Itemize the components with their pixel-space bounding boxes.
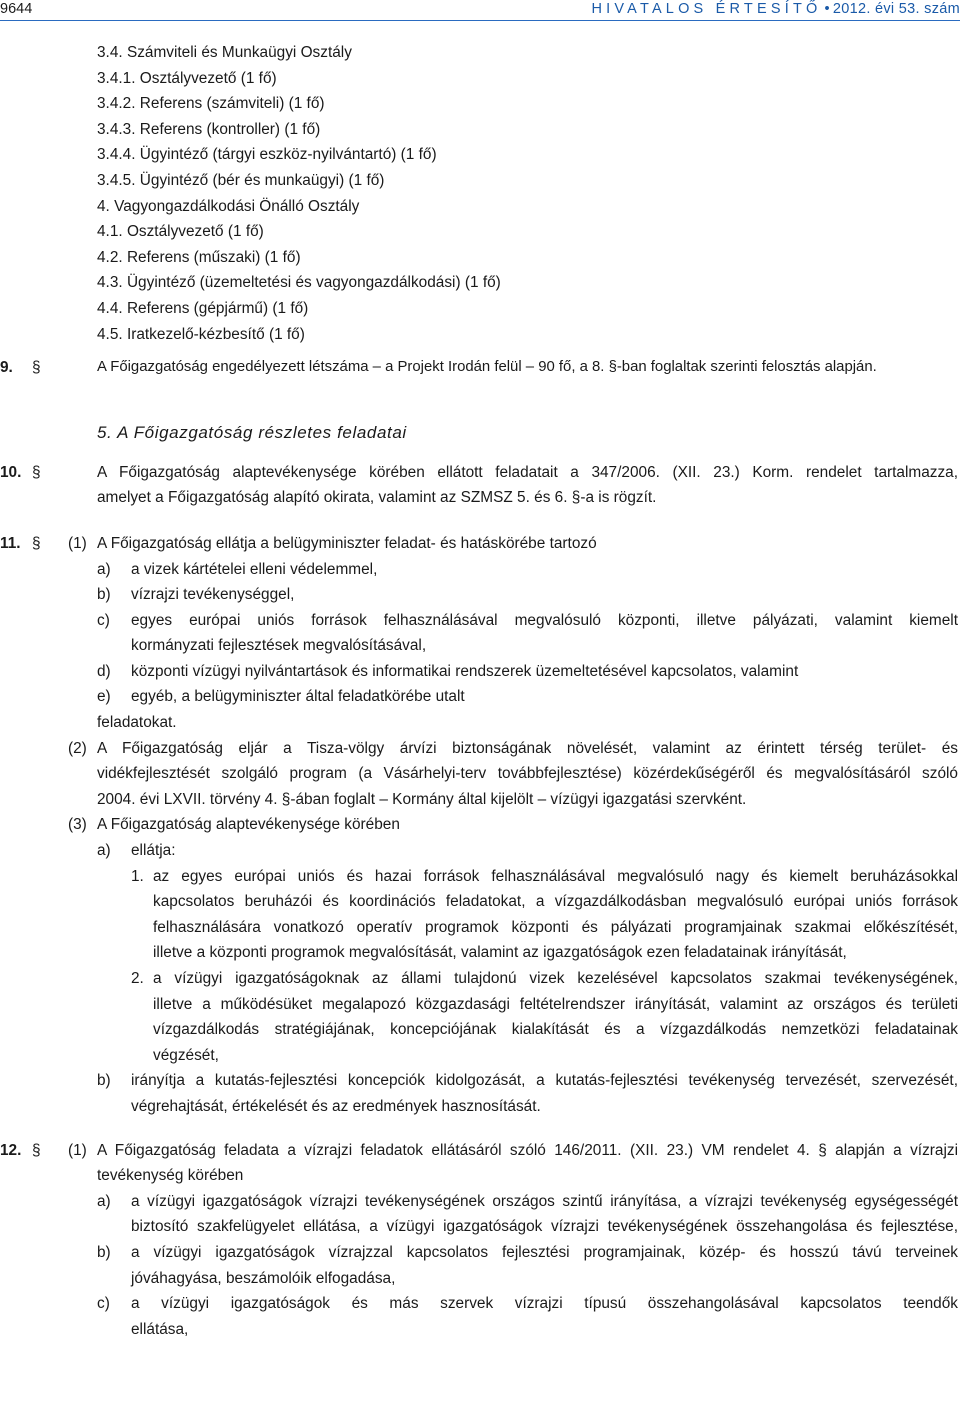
paragraph-text: A Főigazgatóság feladata a vízrajzi feladatok ellátásáról szóló 146/2011. (XII. 23.) VM rendelet 4. § alapján a vízrajzi bbox=[97, 1141, 958, 1159]
subsection-number: (3) bbox=[68, 816, 87, 834]
spacer bbox=[0, 511, 960, 531]
org-list-item: 4.1. Osztályvezető (1 fő) bbox=[97, 223, 264, 241]
spacer bbox=[0, 381, 960, 419]
page-header bbox=[0, 0, 960, 24]
paragraph-text: A Főigazgatóság eljár a Tisza-völgy árvízi biztonságának növelését, valamint az érintett térség terület- és bbox=[97, 739, 958, 757]
item-text: végrehajtását, értékelését és az eredmények hasznosítását. bbox=[131, 1097, 541, 1115]
paragraph-text: tevékenység körében bbox=[97, 1167, 244, 1185]
org-list-item: 3.4. Számviteli és Munkaügyi Osztály bbox=[97, 44, 352, 61]
org-list-item: 3.4.4. Ügyintéző (tárgyi eszköz-nyilvántartó) (1 fő) bbox=[97, 146, 437, 164]
org-list-item: 3.4.5. Ügyintéző (bér és munkaügyi) (1 fő) bbox=[97, 171, 385, 189]
item-text: illetve a működésüket megalapozó közgazdasági feltételrendszer irányítását, valamint az országos és területi bbox=[153, 995, 958, 1013]
item-text: a vízügyi igazgatóságok vízrajzzal kapcsolatos fejlesztési programjainak, közép- és hosszú távú terveinek bbox=[131, 1243, 958, 1261]
org-list-item: 3.4.2. Referens (számviteli) (1 fő) bbox=[97, 95, 325, 113]
item-text: a vízügyi igazgatóságok vízrajzi tevékenységének országos szintű irányítása, a vízrajzi tevékenység egységességét bbox=[131, 1192, 958, 1210]
paragraph-line bbox=[0, 761, 960, 787]
item-text: egyéb, a belügyminiszter által feladatkörébe utalt bbox=[131, 688, 465, 706]
paragraph-text: A Főigazgatóság alaptevékenysége körében ellátott feladatait a 347/2006. (XII. 23.) Korm. rendelet tartalmazza, bbox=[97, 463, 958, 481]
item-text: központi vízügyi nyilvántartások és informatikai rendszerek üzemeltetésével kapcsolatos, valamint bbox=[131, 662, 799, 680]
item-text: felhasználására vonatkozó operatív programok központi és pályázati programjainak szakmai előkészítését, bbox=[153, 918, 958, 936]
list-item bbox=[0, 582, 960, 608]
paragraph-number: 11. bbox=[0, 534, 21, 552]
list-item bbox=[0, 659, 960, 685]
subsection-number: (2) bbox=[68, 739, 87, 757]
item-text: ellátja: bbox=[131, 842, 176, 860]
header-rule bbox=[0, 20, 960, 21]
list-item bbox=[0, 1189, 960, 1215]
list-item-continued bbox=[0, 1266, 960, 1292]
item-text: a vízügyi igazgatóságoknak az állami tulajdonú vizek kezelésével kapcsolatos szakmai tevékenységének, bbox=[153, 970, 958, 987]
org-list-item: 4.2. Referens (műszaki) (1 fő) bbox=[97, 248, 301, 266]
list-item bbox=[0, 684, 960, 710]
spacer bbox=[0, 347, 960, 355]
item-number: 2. bbox=[131, 970, 144, 987]
paragraph-10-line-1 bbox=[0, 460, 960, 486]
item-letter: d) bbox=[97, 662, 111, 680]
org-list-item: 4.5. Iratkezelő-kézbesítő (1 fő) bbox=[97, 325, 305, 343]
section-heading: 5. A Főigazgatóság részletes feladatai bbox=[97, 422, 407, 442]
item-letter: b) bbox=[97, 586, 111, 604]
list-item bbox=[0, 838, 960, 864]
item-text: vízgazdálkodás stratégiájának, koncepciójának kialakítását és a vízgazdálkodás nemzetközi feladatainak bbox=[153, 1021, 958, 1039]
item-letter: a) bbox=[97, 842, 111, 860]
list-item-continued bbox=[0, 1094, 960, 1120]
paragraph-text: feladatokat. bbox=[97, 714, 177, 732]
item-letter: a) bbox=[97, 560, 111, 578]
item-letter: b) bbox=[97, 1243, 111, 1261]
paragraph-12-subsection-1 bbox=[0, 1138, 960, 1164]
numbered-item bbox=[0, 966, 960, 992]
list-item bbox=[0, 1291, 960, 1317]
item-letter: c) bbox=[97, 611, 110, 629]
item-letter: b) bbox=[97, 1072, 111, 1090]
org-list-item: 4.3. Ügyintéző (üzemeltetési és vagyongazdálkodási) (1 fő) bbox=[97, 274, 501, 292]
item-text: vízrajzi tevékenységgel, bbox=[131, 586, 295, 604]
item-text: ellátása, bbox=[131, 1320, 189, 1338]
org-structure-list bbox=[0, 40, 960, 347]
paragraph-text: amelyet a Főigazgatóság alapító okirata, valamint az SZMSZ 5. és 6. §-a is rögzít. bbox=[97, 489, 657, 507]
paragraph-text: A Főigazgatóság engedélyezett létszáma – a Projekt Irodán felül – 90 fő, a 8. §-ban foglaltak szerinti felosztás alapján. bbox=[97, 359, 877, 376]
paragraph-11-subsection-2 bbox=[0, 736, 960, 762]
paragraph-line bbox=[0, 1163, 960, 1189]
list-item bbox=[0, 608, 960, 634]
item-letter: e) bbox=[97, 688, 111, 706]
paragraph-11-subsection-3 bbox=[0, 812, 960, 838]
numbered-item bbox=[0, 864, 960, 890]
item-text: a vízügyi igazgatóságok és más szervek vízrajzi típusú összehangolásával kapcsolatos teendők bbox=[131, 1295, 958, 1313]
item-letter: a) bbox=[97, 1192, 111, 1210]
section-sign: § bbox=[32, 1141, 41, 1159]
item-text: végzését, bbox=[153, 1046, 219, 1064]
org-list-item: 3.4.3. Referens (kontroller) (1 fő) bbox=[97, 120, 321, 138]
paragraph-text: A Főigazgatóság alaptevékenysége körében bbox=[97, 816, 400, 834]
item-text: a vizek kártételei elleni védelemmel, bbox=[131, 560, 378, 578]
section-sign: § bbox=[32, 463, 41, 481]
list-item bbox=[0, 557, 960, 583]
item-text: jóváhagyása, beszámolóik elfogadása, bbox=[131, 1269, 396, 1287]
subsection-number: (1) bbox=[68, 1141, 87, 1159]
item-text: kormányzati fejlesztések megvalósításával, bbox=[131, 637, 427, 655]
subsection-ending bbox=[0, 710, 960, 736]
org-list-item: 4.4. Referens (gépjármű) (1 fő) bbox=[97, 299, 309, 317]
list-item-continued bbox=[0, 633, 960, 659]
numbered-item-continued bbox=[0, 1043, 960, 1069]
paragraph-number: 10. bbox=[0, 463, 22, 481]
item-number: 1. bbox=[131, 867, 144, 885]
document-body bbox=[0, 40, 960, 1342]
numbered-item-continued bbox=[0, 889, 960, 915]
item-text: irányítja a kutatás-fejlesztési koncepciók kidolgozását, a kutatás-fejlesztési tevékenység tervezését, szervezését, bbox=[131, 1072, 958, 1090]
paragraph-10-line-2 bbox=[0, 485, 960, 511]
bullet-separator: • bbox=[824, 1, 830, 17]
list-item bbox=[0, 1240, 960, 1266]
page-number: 9644 bbox=[0, 1, 33, 17]
list-item bbox=[0, 1068, 960, 1094]
item-text: az egyes európai uniós és hazai források felhasználásával megvalósuló nagy és kiemelt beruházásokkal bbox=[153, 867, 958, 885]
section-sign: § bbox=[32, 534, 41, 552]
item-letter: c) bbox=[97, 1295, 110, 1313]
numbered-item-continued bbox=[0, 915, 960, 941]
paragraph-text: 2004. évi LXVII. törvény 4. §-ában foglalt – Kormány által kijelölt – vízügyi igazgatási szervként. bbox=[97, 790, 747, 808]
issue-label: 2012. évi 53. szám bbox=[832, 1, 960, 17]
org-list-item: 3.4.1. Osztályvezető (1 fő) bbox=[97, 69, 277, 87]
item-text: kapcsolatos beruházói és koordinációs feladatokat, a vízgazdálkodásban megvalósuló európai uniós források bbox=[153, 893, 958, 911]
journal-title: HIVATALOS ÉRTESÍTŐ bbox=[591, 1, 822, 17]
numbered-item-continued bbox=[0, 940, 960, 966]
item-text: egyes európai uniós források felhasználásával megvalósuló központi, illetve pályázati, valamint kiemelt bbox=[131, 611, 958, 629]
paragraph-text: A Főigazgatóság ellátja a belügyminiszter feladat- és hatáskörébe tartozó bbox=[97, 534, 597, 552]
paragraph-11-subsection-1 bbox=[0, 531, 960, 557]
list-item-continued bbox=[0, 1214, 960, 1240]
paragraph-line bbox=[0, 787, 960, 813]
numbered-item-continued bbox=[0, 992, 960, 1018]
paragraph-9 bbox=[0, 355, 960, 381]
spacer bbox=[0, 1120, 960, 1138]
spacer bbox=[0, 447, 960, 460]
org-list-item: 4. Vagyongazdálkodási Önálló Osztály bbox=[97, 197, 360, 215]
item-text: biztosító szakfelügyelet ellátása, a vízügyi igazgatóságok vízrajzi tevékenységének összehangolása és fejlesztése, bbox=[131, 1218, 958, 1236]
list-item-continued bbox=[0, 1317, 960, 1343]
section-sign: § bbox=[32, 359, 41, 377]
running-header bbox=[591, 0, 960, 18]
subsection-number: (1) bbox=[68, 534, 87, 552]
item-text: illetve a központi programok megvalósítását, valamint az igazgatóságok ezen feladatainak irányítását, bbox=[153, 944, 847, 962]
paragraph-number: 9. bbox=[0, 359, 13, 377]
numbered-item-continued bbox=[0, 1017, 960, 1043]
paragraph-text: vidékfejlesztését szolgáló program (a Vásárhelyi-terv továbbfejlesztése) közérdekűségéről és megvalósításáról szóló bbox=[97, 765, 958, 783]
paragraph-number: 12. bbox=[0, 1141, 22, 1159]
